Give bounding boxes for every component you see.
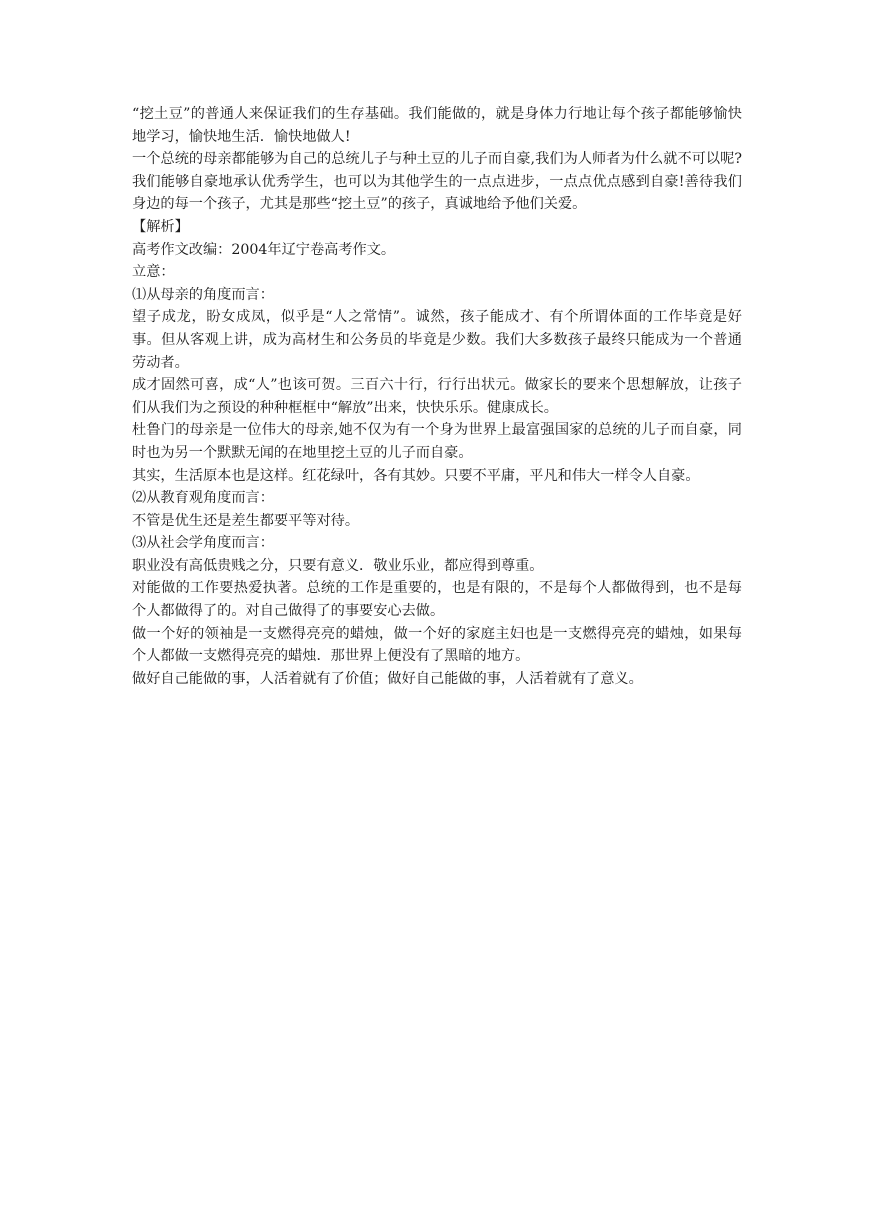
paragraph-mother-3: 杜鲁门的母亲是一位伟大的母亲,她不仅为有一个身为世界上最富强国家的总统的儿子而自豪，同时也为另一个默默无闻的在地里挖土豆的儿子而自豪。 — [132, 422, 742, 461]
subheading-mother-perspective: ⑴从母亲的角度而言： — [132, 286, 274, 303]
paragraph-sociology-1: 职业没有高低贵贱之分，只要有意义．敬业乐业，都应得到尊重。 — [132, 557, 544, 574]
subheading-education-perspective: ⑵从教育观角度而言： — [132, 490, 274, 507]
analysis-heading: 【解析】 — [132, 218, 189, 235]
paragraph-conclusion-1: “挖土豆”的普通人来保证我们的生存基础。我们能做的，就是身体力行地让每个孩子都能够愉快地学习，愉快地生活．愉快地做人! — [132, 106, 742, 145]
theme-label: 立意： — [132, 264, 175, 281]
paragraph-sociology-2: 对能做的工作要热爱执著。总统的工作是重要的，也是有限的，不是每个人都做得到，也不是每个人都做得了的。对自己做得了的事要安心去做。 — [132, 580, 742, 620]
source-note: 高考作文改编：2004年辽宁卷高考作文。 — [132, 241, 396, 258]
document-body — [132, 103, 742, 690]
paragraph-mother-2: 成才固然可喜，成“人”也该可贺。三百六十行，行行出状元。做家长的要来个思想解放，让孩子们从我们为之预设的种种框框中“解放”出来，快快乐乐。健康成长。 — [132, 377, 742, 416]
paragraph-education-1: 不管是优生还是差生都要平等对待。 — [132, 512, 360, 529]
paragraph-conclusion-2: 一个总统的母亲都能够为自己的总统儿子与种土豆的儿子而自豪,我们为人师者为什么就不可以呢?我们能够自豪地承认优秀学生，也可以为其他学生的一点点进步，一点点优点感到自豪!善待我们身边的每一个孩子，尤其是那些“挖土豆”的孩子，真诚地给予他们关爱。 — [132, 151, 742, 213]
paragraph-sociology-3: 做一个好的领袖是一支燃得亮亮的蜡烛，做一个好的家庭主妇也是一支燃得亮亮的蜡烛，如果每个人都做一支燃得亮亮的蜡烛．那世界上便没有了黑暗的地方。 — [132, 625, 742, 665]
paragraph-sociology-4: 做好自己能做的事，人活着就有了价值；做好自己能做的事，人活着就有了意义。 — [132, 670, 643, 687]
paragraph-mother-1: 望子成龙，盼女成凤，似乎是“人之常情”。诚然，孩子能成才、有个所谓体面的工作毕竟是好事。但从客观上讲，成为高材生和公务员的毕竟是少数。我们大多数孩子最终只能成为一个普通劳动者。 — [132, 309, 742, 371]
paragraph-mother-4: 其实，生活原本也是这样。红花绿叶，各有其妙。只要不平庸，平凡和伟大一样令人自豪。 — [132, 467, 700, 484]
subheading-sociology-perspective: ⑶从社会学角度而言： — [132, 535, 274, 552]
